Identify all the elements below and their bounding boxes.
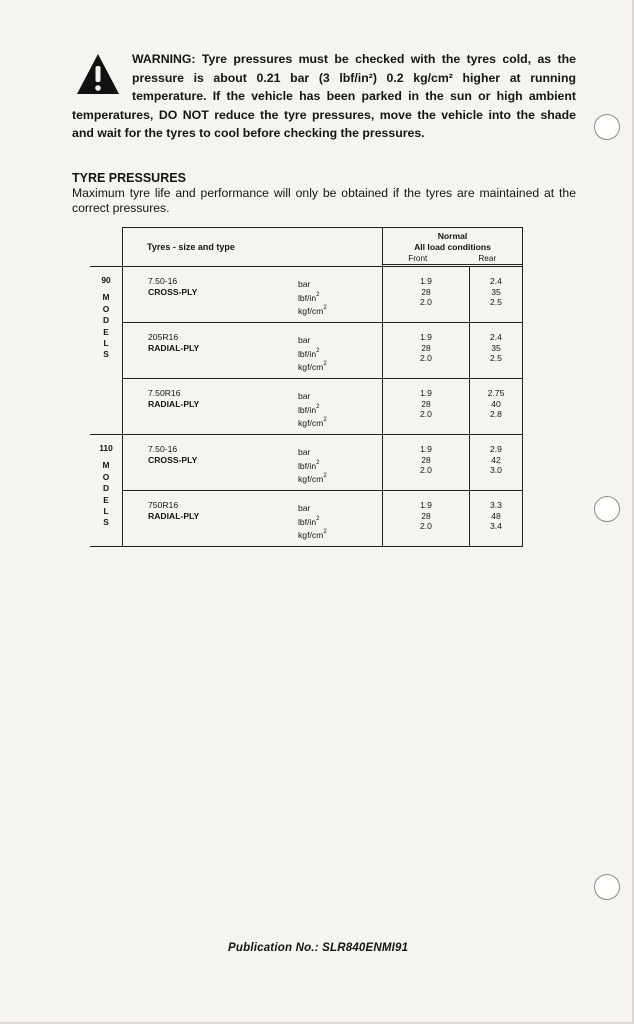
unit-exponent: 2: [316, 347, 320, 354]
model-letter: L: [103, 506, 109, 517]
rear-value: 2.9: [490, 444, 502, 454]
tyre-size: 7.50-16: [148, 444, 178, 454]
model-letter: S: [103, 517, 109, 528]
front-pressures: [383, 323, 470, 379]
unit-label: lbf/in: [298, 348, 317, 359]
front-value: 1.9: [420, 276, 432, 286]
front-pressures: [383, 491, 470, 547]
front-value: 1.9: [420, 388, 432, 398]
front-value: 28: [421, 398, 431, 409]
rear-value: 35: [491, 342, 501, 353]
binder-hole: [594, 114, 620, 140]
model-letter: O: [102, 471, 110, 482]
rear-pressures: [470, 267, 523, 323]
unit-label: kgf/cm: [298, 474, 324, 484]
table-header-row: [90, 228, 523, 267]
tyre-type: CROSS-PLY: [148, 286, 198, 297]
tyre-type: RADIAL-PLY: [148, 398, 200, 409]
front-value: 28: [421, 342, 431, 353]
rear-pressures: [470, 323, 523, 379]
front-value: 2.0: [420, 521, 432, 531]
model-number: 90: [101, 275, 111, 285]
tyre-spec: [123, 323, 299, 379]
tyre-pressures-section: [72, 170, 576, 216]
tyre-size: 7.50R16: [148, 388, 181, 398]
rear-value: 3.3: [490, 500, 502, 510]
tyre-pressure-table: [90, 227, 523, 547]
unit-label: bar: [298, 279, 311, 289]
rear-value: 2.4: [490, 276, 502, 286]
unit-label: lbf/in: [298, 516, 317, 527]
warning-text: WARNING: Tyre pressures must be checked with the tyres cold, as the pressure is about 0.21 bar (3 lbf/in²) 0.2 kg/cm² higher at running temperature. If the vehicle has been parked in the sun or high ambient temperatures, DO NOT reduce the tyre pressures, move the vehicle into the shade and wait for the tyres to cool before checking the pressures.: [72, 52, 576, 140]
units-cell: [298, 323, 383, 379]
unit-exponent: 2: [316, 515, 320, 522]
model-letter: L: [103, 338, 109, 349]
front-value: 2.0: [420, 465, 432, 475]
header-conditions: All load conditions: [414, 242, 491, 252]
model-letter: S: [103, 349, 109, 360]
rear-value: 2.75: [487, 388, 505, 398]
unit-exponent: 2: [316, 403, 320, 410]
rear-value: 2.8: [490, 409, 502, 419]
model-label: [90, 435, 123, 547]
rear-value: 2.5: [490, 353, 502, 363]
warning-block: [72, 50, 576, 143]
unit-label: kgf/cm: [298, 362, 324, 372]
front-value: 2.0: [420, 353, 432, 363]
units-cell: [298, 435, 383, 491]
model-letter: D: [102, 315, 110, 326]
front-value: 1.9: [420, 444, 432, 454]
model-letter: O: [102, 303, 110, 314]
binder-hole: [594, 874, 620, 900]
rear-pressures: [470, 491, 523, 547]
tyre-type: RADIAL-PLY: [148, 510, 200, 521]
header-rear: Rear: [478, 254, 497, 263]
rear-value: 42: [491, 454, 501, 465]
tyre-spec: [123, 435, 299, 491]
front-value: 2.0: [420, 297, 432, 307]
rear-value: 35: [491, 286, 501, 297]
header-tyres: Tyres - size and type: [123, 228, 383, 267]
rear-pressures: [470, 379, 523, 435]
tyre-spec: [123, 267, 299, 323]
front-pressures: [383, 435, 470, 491]
model-letter: E: [103, 494, 109, 505]
unit-label: bar: [298, 391, 311, 401]
front-value: 1.9: [420, 332, 432, 342]
unit-exponent: 2: [323, 361, 327, 367]
tyre-spec: [123, 379, 299, 435]
unit-exponent: 2: [323, 473, 327, 479]
front-pressures: [383, 379, 470, 435]
front-value: 28: [421, 454, 431, 465]
model-letter: M: [102, 292, 110, 303]
table-body: [90, 267, 523, 547]
table-row: [90, 491, 523, 547]
header-normal-label: Normal: [437, 231, 468, 241]
publication-number: Publication No.: SLR840ENMI91: [228, 942, 409, 954]
binder-hole: [594, 496, 620, 522]
model-number: 110: [99, 443, 113, 453]
table-row: [90, 435, 523, 491]
table-row: [90, 323, 523, 379]
header-front: Front: [408, 254, 428, 263]
unit-label: lbf/in: [298, 404, 317, 415]
rear-value: 40: [491, 398, 501, 409]
front-value: 2.0: [420, 409, 432, 419]
units-cell: [298, 491, 383, 547]
tyre-size: 750R16: [148, 500, 179, 510]
rear-value: 48: [491, 510, 501, 521]
unit-label: bar: [298, 335, 311, 345]
rear-value: 3.4: [490, 521, 502, 531]
unit-label: lbf/in: [298, 460, 317, 471]
rear-value: 3.0: [490, 465, 502, 475]
rear-value: 2.5: [490, 297, 502, 307]
tyre-type: CROSS-PLY: [148, 454, 198, 465]
unit-label: kgf/cm: [298, 530, 324, 540]
unit-exponent: 2: [316, 291, 320, 298]
front-value: 1.9: [420, 500, 432, 510]
table-row: [90, 379, 523, 435]
units-cell: [298, 379, 383, 435]
warning-icon: [76, 52, 120, 96]
unit-exponent: 2: [323, 417, 327, 423]
unit-label: bar: [298, 503, 311, 513]
unit-label: bar: [298, 447, 311, 457]
front-value: 28: [421, 510, 431, 521]
model-letter: E: [103, 326, 109, 337]
unit-label: kgf/cm: [298, 418, 324, 428]
tyre-spec: [123, 491, 299, 547]
header-normal: [383, 228, 523, 267]
tyre-size: 205R16: [148, 332, 179, 342]
model-letter: M: [102, 460, 110, 471]
model-letter: D: [102, 483, 110, 494]
section-intro: Maximum tyre life and performance will only be obtained if the tyres are maintained at the correct pressures.: [72, 186, 576, 215]
model-label: [90, 267, 123, 435]
front-pressures: [383, 267, 470, 323]
units-cell: [298, 267, 383, 323]
unit-label: lbf/in: [298, 292, 317, 303]
unit-exponent: 2: [323, 529, 327, 535]
unit-exponent: 2: [316, 459, 320, 466]
table-row: [90, 267, 523, 323]
section-title: TYRE PRESSURES: [72, 171, 186, 185]
unit-label: kgf/cm: [298, 306, 324, 316]
rear-pressures: [470, 435, 523, 491]
front-value: 28: [421, 286, 431, 297]
tyre-size: 7.50-16: [148, 276, 178, 286]
unit-exponent: 2: [323, 305, 327, 311]
rear-value: 2.4: [490, 332, 502, 342]
tyre-type: RADIAL-PLY: [148, 342, 200, 353]
